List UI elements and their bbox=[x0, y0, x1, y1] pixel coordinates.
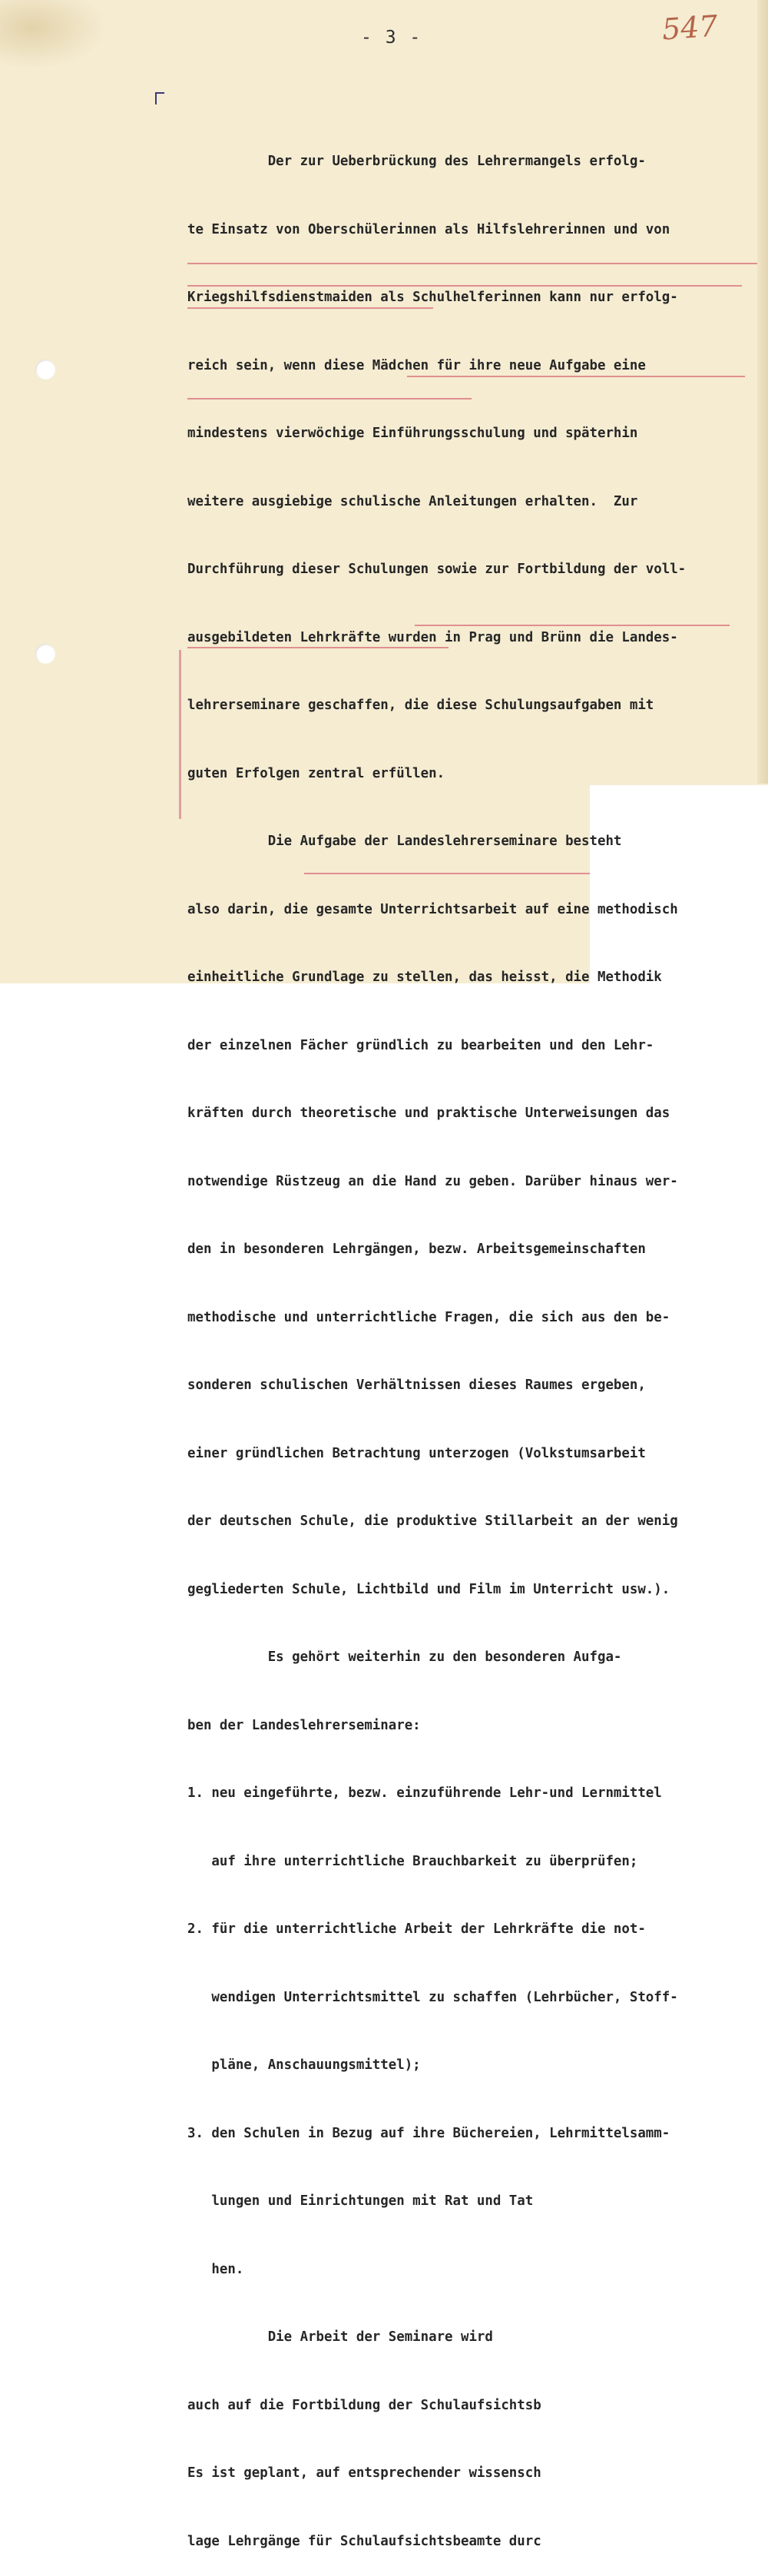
text-line: Es gehört weiterhin zu den besonderen Aufga- bbox=[187, 1649, 622, 1665]
text-line: gegliederten Schule, Lichtbild und Film im Unterricht usw.). bbox=[187, 1581, 670, 1597]
text-line: methodische und unterrichtliche Fragen, die sich aus den be- bbox=[187, 1309, 670, 1325]
list-item: wendigen Unterrichtsmittel zu schaffen (Lehrbücher, Stoff- bbox=[187, 1989, 678, 2005]
text-line: kräften durch theoretische und praktische Unterweisungen das bbox=[187, 1106, 670, 1121]
text-line: Durchführung dieser Schulungen sowie zur Fortbildung der voll- bbox=[187, 562, 687, 577]
text-line: Es ist geplant, auf entsprechender wissensch bbox=[187, 2465, 541, 2481]
handwritten-folio-number: 547 bbox=[660, 8, 719, 47]
text-line: sonderen schulischen Verhältnissen dieses Raumes ergeben, bbox=[187, 1378, 646, 1393]
list-item: auf ihre unterrichtliche Brauchbarkeit zu überprüfen; bbox=[187, 1853, 638, 1869]
list-item: lungen und Einrichtungen mit Rat und Tat bbox=[187, 2193, 534, 2209]
text-line: notwendige Rüstzeug an die Hand zu geben. Darüber hinaus wer- bbox=[187, 1173, 678, 1189]
punch-hole-top bbox=[35, 360, 55, 380]
text-line: guten Erfolgen zentral erfüllen. bbox=[187, 765, 445, 781]
text-line: auch auf die Fortbildung der Schulaufsichtsb bbox=[187, 2397, 541, 2413]
text-line: ausgebildeten Lehrkräfte wurden in Prag und Brünn die Landes- bbox=[187, 629, 678, 645]
text-line: mindestens vierwöchige Einführungsschulung und späterhin bbox=[187, 426, 638, 441]
list-item: 1. neu eingeführte, bezw. einzuführende Lehr-und Lernmittel bbox=[187, 1785, 662, 1801]
text-line: lehrerseminare geschaffen, die diese Schulungsaufgaben mit bbox=[187, 698, 654, 713]
punch-hole-bottom bbox=[35, 644, 55, 664]
text-line: den in besonderen Lehrgängen, bezw. Arbeitsgemeinschaften bbox=[187, 1242, 646, 1257]
text-line: Die Aufgabe der Landeslehrerseminare besteht bbox=[187, 834, 622, 849]
text-line: der deutschen Schule, die produktive Stillarbeit an der wenig bbox=[187, 1513, 678, 1529]
text-line: Die Arbeit der Seminare wird bbox=[187, 2329, 493, 2345]
paper-edge bbox=[757, 0, 768, 784]
text-line: einer gründlichen Betrachtung unterzogen (Volkstumsarbeit bbox=[187, 1445, 646, 1461]
text-line: der einzelnen Fächer gründlich zu bearbeiten und den Lehr- bbox=[187, 1037, 654, 1053]
text-line: Der zur Ueberbrückung des Lehrermangels erfolg- bbox=[187, 154, 646, 169]
text-line: Kriegshilfsdienstmaiden als Schulhelferinnen kann nur erfolg- bbox=[187, 290, 678, 305]
margin-highlight-bar bbox=[179, 650, 181, 819]
page-number: - 3 - bbox=[361, 28, 422, 48]
text-line: einheitliche Grundlage zu stellen, das heisst, die Methodik bbox=[187, 970, 662, 985]
list-item: 3. den Schulen in Bezug auf ihre Büchereien, Lehrmittelsamm- bbox=[187, 2125, 670, 2141]
text-line: te Einsatz von Oberschülerinnen als Hilfslehrerinnen und von bbox=[187, 221, 670, 237]
text-line: weitere ausgiebige schulische Anleitungen erhalten. Zur bbox=[187, 493, 638, 509]
list-item: pläne, Anschauungsmittel); bbox=[187, 2057, 421, 2073]
corner-mark bbox=[155, 92, 164, 104]
text-line: lage Lehrgänge für Schulaufsichtsbeamte durc bbox=[187, 2533, 541, 2549]
text-line: ben der Landeslehrerseminare: bbox=[187, 1717, 421, 1733]
text-line: reich sein, wenn diese Mädchen für ihre neue Aufgabe eine bbox=[187, 357, 646, 373]
text-line: also darin, die gesamte Unterrichtsarbeit auf eine methodisch bbox=[187, 901, 678, 917]
typed-body-text bbox=[187, 105, 756, 2576]
list-item: hen. bbox=[187, 2261, 244, 2277]
list-item: 2. für die unterrichtliche Arbeit der Lehrkräfte die not- bbox=[187, 1921, 646, 1937]
